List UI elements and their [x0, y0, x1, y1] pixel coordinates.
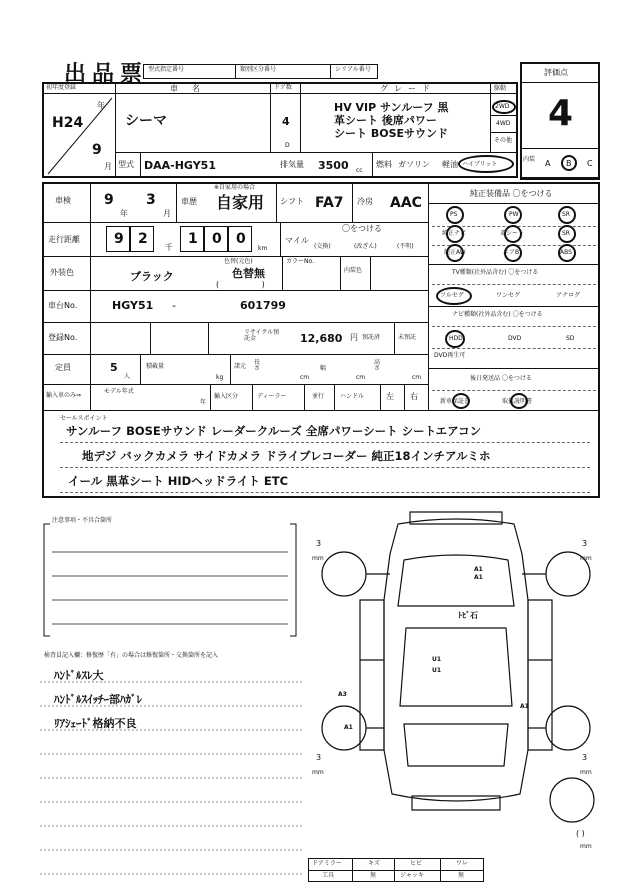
length-cm: cm — [300, 374, 310, 381]
tread-rr: 3 — [582, 753, 588, 762]
equip-sr2: SR — [562, 230, 570, 237]
recycle-yen: 円 — [350, 333, 358, 342]
interior-label: 内装 — [523, 156, 536, 163]
exterior-value: ブラック — [130, 270, 174, 283]
mark-u1-2: U1 — [432, 667, 442, 674]
reg-year: H24 — [52, 115, 84, 131]
color-change-value: 色替無 — [232, 267, 265, 280]
reg-label: 初年度登録 — [46, 84, 77, 91]
drive-2wd: 2WD — [495, 103, 510, 110]
equip-sr1-circle — [558, 206, 576, 224]
equip-navi: 純正ナビ — [442, 230, 467, 237]
equip-aw-circle — [446, 244, 464, 262]
sales-line1: サンルーフ BOSEサウンド レーダークルーズ 全席パワーシート シートエアコン — [66, 424, 482, 438]
inspection-month: 3 — [146, 192, 156, 208]
shift-value: FA7 — [315, 195, 344, 211]
doors-suffix: D — [285, 142, 290, 149]
handle-label: ハンドル — [340, 393, 365, 400]
equip-pw-circle — [504, 206, 522, 224]
chassis-label: 車台No. — [48, 301, 78, 310]
load-label: 積載量 — [146, 363, 165, 370]
mileage-opt-tamper: (改ざん) — [354, 243, 377, 250]
color-change-label: 色替(元色) — [224, 258, 253, 265]
reg-month-unit: 月 — [104, 162, 112, 171]
spare-mm: mm — [580, 843, 592, 850]
navi-sd: SD — [566, 335, 575, 342]
later-manual: 取扱説明書 — [502, 398, 533, 405]
mileage-thousand: 千 — [165, 243, 173, 252]
width-cm: cm — [356, 374, 366, 381]
tread-fl: 3 — [316, 539, 322, 548]
interior-b: B — [566, 159, 572, 168]
handle-left: 左 — [386, 392, 394, 401]
tread-rl-mm: mm — [312, 769, 324, 776]
recycle-deposited: 預託済 — [362, 334, 381, 341]
load-kg: kg — [216, 374, 224, 381]
navi-title: ナビ種類(社外品含む) 〇をつける — [452, 311, 543, 318]
equip-abs-circle — [558, 244, 576, 262]
tv-title: TV種類(社外品含む) 〇をつける — [452, 269, 539, 276]
model-label: 型式 — [118, 160, 134, 169]
recycle-label: リサイクル預託金 — [244, 329, 280, 342]
navi-dvd: DVD — [508, 335, 522, 342]
mileage-opt-unknown: (不明) — [397, 243, 414, 250]
mileage-digit-1: 9 — [114, 231, 124, 247]
reg-year-unit: 年 — [97, 101, 105, 110]
mark-a1-rear-right: A1 — [520, 703, 529, 710]
engine-unit: cc — [356, 167, 363, 174]
car-name: シーマ — [125, 113, 167, 129]
sales-title: セールスポイント — [60, 415, 108, 422]
navi-hdd-circle — [445, 330, 465, 348]
legend-r1-c3: ヒビ — [410, 860, 423, 867]
equipment-title: 純正装備品 〇をつける — [470, 189, 553, 198]
color-change-paren: ( ) — [216, 280, 265, 289]
recycle-value: 12,680 — [300, 332, 343, 345]
shift-label: シフト — [280, 197, 304, 206]
drive-other: その他 — [494, 137, 513, 144]
drive-label: 駆動 — [494, 85, 507, 92]
tread-fl-mm: mm — [312, 555, 324, 562]
doors-label: ドア数 — [274, 84, 292, 91]
mileage-digit-3: 1 — [188, 231, 198, 247]
fuel-label: 燃料 — [376, 160, 392, 169]
reg-month: 9 — [92, 142, 102, 158]
usage-note: ※自家用の場合 — [214, 184, 256, 191]
grade-line2: 革シート 後席パワー — [334, 114, 437, 127]
equip-ps-circle — [446, 206, 464, 224]
fuel-diesel: 軽油 — [442, 160, 458, 169]
equip-pw: PW — [509, 211, 519, 218]
navi-hdd: HDD — [449, 335, 463, 342]
grade-line3: シート BOSEサウンド — [334, 127, 449, 140]
later-warranty-circle — [452, 393, 470, 409]
fuel-hybrid: ハイブリット — [462, 161, 498, 168]
mileage-digit-2: 2 — [138, 231, 148, 247]
doors-value: 4 — [282, 115, 290, 128]
interior-b-circle — [561, 155, 577, 171]
tread-rl: 3 — [316, 753, 322, 762]
eval-label: 評価点 — [544, 68, 568, 77]
equip-sr2-circle — [558, 225, 576, 243]
spare-paren: ( ) — [576, 829, 585, 838]
equip-airbag-circle — [504, 244, 522, 262]
recycle-not-deposited: 未預託 — [398, 334, 417, 341]
ac-label: 冷房 — [357, 197, 373, 206]
equip-aw: 純正AW — [444, 249, 466, 256]
inspection-label: 車検 — [55, 196, 71, 205]
mile-label: マイル — [285, 236, 309, 245]
grade-line1: HV VIP サンルーフ 黒 — [334, 101, 449, 114]
colorno-label: カラーNo. — [286, 258, 314, 265]
sales-line3: イール 黒革シート HIDヘッドライト ETC — [68, 474, 289, 488]
ac-value: AAC — [390, 195, 422, 211]
drive-2wd-circle — [492, 100, 516, 114]
inspector-line3: ﾘｱｼｪｰﾄﾞ格納不良 — [54, 717, 137, 730]
mileage-unit: km — [258, 245, 268, 252]
import-label: 輸入車のみ⇒ — [46, 392, 82, 399]
tv-oneseg: ワンセグ — [496, 292, 521, 299]
mileage-circle-note: 〇をつける — [342, 224, 382, 233]
mark-a1-front-2: A1 — [474, 574, 483, 581]
drive-4wd: 4WD — [496, 120, 511, 127]
equip-abs: ABS — [560, 249, 572, 256]
mark-a1-rear-left: A1 — [344, 724, 353, 731]
engine-value: 3500 — [318, 159, 349, 172]
mark-a1-front-1: A1 — [474, 566, 483, 573]
legend-r2-c3: ジャッキ — [400, 872, 424, 879]
equip-sr1: SR — [562, 211, 570, 218]
tread-fr: 3 — [582, 539, 588, 548]
import-class-label: 輸入区分 — [214, 393, 239, 400]
capacity-unit: 人 — [124, 373, 131, 380]
tread-rr-mm: mm — [580, 769, 592, 776]
chassis-prefix: HGY51 — [112, 299, 154, 312]
legend-r2-c2: 無 — [370, 872, 377, 879]
page-title: 出品票 — [64, 62, 149, 87]
width-label: 幅 — [320, 365, 327, 372]
legend-r1-c2: キズ — [368, 860, 380, 867]
class-label: 類別区分番号 — [240, 66, 277, 73]
score-value: 4 — [548, 93, 574, 134]
mark-a3: A3 — [338, 691, 347, 698]
registration-label: 登録No. — [48, 333, 78, 342]
inspector-title: 検査員記入欄：修復歴「有」の場合は修復箇所・交換箇所を記入 — [44, 652, 219, 659]
import-parallel: 並行 — [312, 393, 325, 400]
later-title: 後日発送品 〇をつける — [470, 375, 532, 382]
usage-label: 車歴 — [181, 197, 197, 206]
car-diagram — [300, 510, 620, 850]
height-label: 高さ — [374, 359, 381, 372]
grade-label: グレード — [380, 84, 436, 93]
height-cm: cm — [412, 374, 422, 381]
later-manual-circle — [510, 393, 528, 409]
car-name-label: 車名 — [170, 84, 214, 93]
usage-value: 自家用 — [216, 193, 265, 212]
dvd-play: DVD再生可 — [434, 352, 466, 359]
mileage-opt-exchange: (交換) — [314, 243, 331, 250]
interior-c: C — [587, 159, 593, 168]
int-color-label: 内装色 — [344, 267, 363, 274]
engine-label: 排気量 — [280, 160, 304, 169]
chassis-dash: - — [172, 299, 176, 312]
equip-leather-circle — [504, 225, 522, 243]
inspection-month-unit: 月 — [163, 209, 171, 218]
chassis-number: 601799 — [240, 299, 286, 312]
handle-right: 右 — [410, 392, 418, 401]
notes-title: 注意事項・不具合箇所 — [52, 517, 113, 524]
legend-r1-c4: ワレ — [456, 860, 469, 867]
interior-a: A — [545, 159, 551, 168]
inspection-year: 9 — [104, 192, 114, 208]
tv-fullseg-circle — [436, 287, 472, 305]
mileage-digit-4: 0 — [212, 231, 222, 247]
import-dealer: ディーラー — [257, 393, 287, 400]
inspector-line1: ﾊﾝﾄﾞﾙｽﾚ大 — [54, 669, 104, 682]
dims-label: 諸元 — [234, 363, 247, 370]
equip-airbag: エアB — [503, 249, 520, 256]
model-year-label: モデル年式 — [104, 388, 134, 395]
inspection-year-unit: 年 — [120, 209, 128, 218]
equip-leather: 革シート — [500, 230, 525, 237]
model-value: DAA-HGY51 — [144, 159, 216, 172]
tv-fullseg: フルセグ — [440, 292, 464, 299]
legend-r2-c1: 工具 — [322, 872, 335, 879]
sales-line2: 地デジ バックカメラ サイドカメラ ドライブレコーダー 純正18インチアルミホ — [82, 449, 491, 463]
equip-ps: PS — [450, 211, 458, 218]
mark-tobi: ﾄﾋﾞ石 — [458, 611, 478, 620]
capacity-value: 5 — [110, 361, 118, 374]
mileage-label: 走行距離 — [48, 235, 80, 244]
fuel-hybrid-circle — [458, 155, 514, 173]
mileage-digit-5: 0 — [236, 231, 246, 247]
equip-navi-circle — [446, 225, 464, 243]
legend-r1-c1: ドアミラー — [312, 860, 342, 867]
model-cert-label: 型式指定番号 — [148, 66, 185, 73]
tv-analog: アナログ — [556, 292, 581, 299]
inspector-line2: ﾊﾝﾄﾞﾙｽｲｯﾁｰ部ﾊｶﾞﾚ — [54, 693, 142, 706]
model-year-unit: 年 — [200, 399, 207, 406]
later-warranty: 新車保証書 — [440, 398, 471, 405]
fuel-gasoline: ガソリン — [398, 160, 430, 169]
tread-fr-mm: mm — [580, 555, 592, 562]
mark-u1-1: U1 — [432, 656, 442, 663]
legend-r2-c4: 無 — [458, 872, 465, 879]
length-label: 長さ — [254, 359, 261, 372]
serial-label: シリアル番号 — [335, 66, 371, 73]
exterior-label: 外装色 — [50, 268, 74, 277]
capacity-label: 定員 — [55, 363, 71, 372]
